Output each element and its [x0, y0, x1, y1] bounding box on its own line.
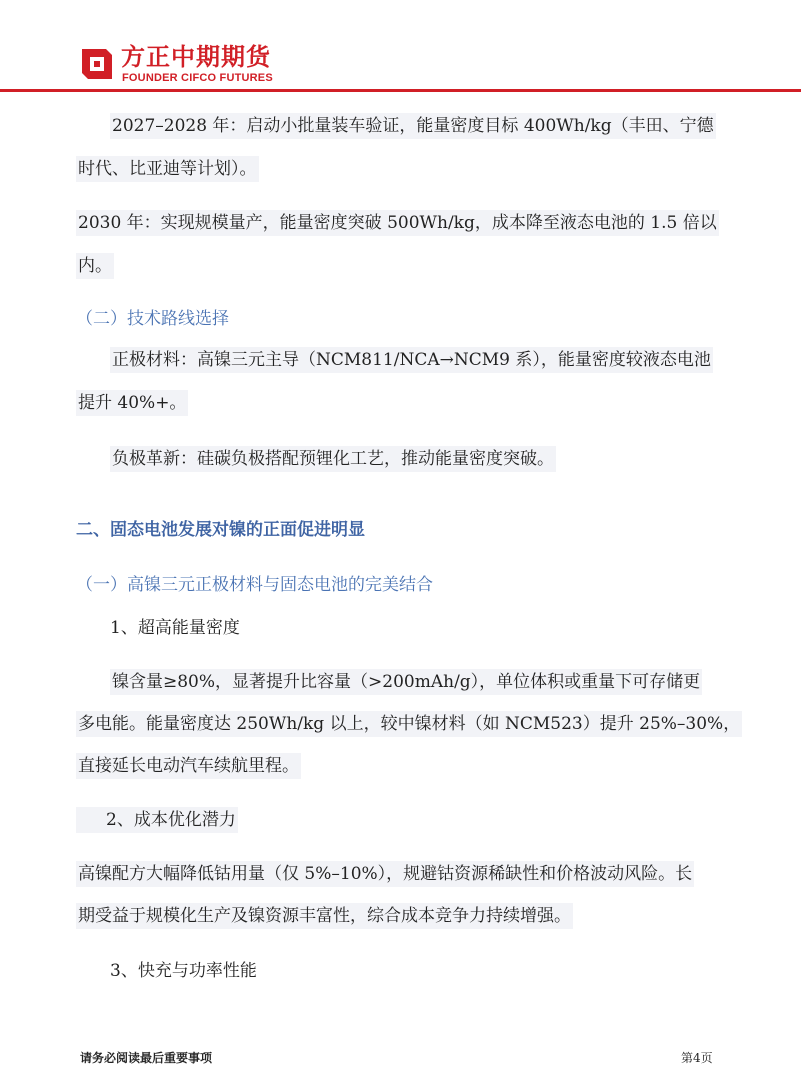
header-divider [0, 89, 801, 92]
paragraph-line: 直接延长电动汽车续航里程。 [76, 754, 301, 778]
founder-logo-icon [80, 47, 114, 81]
page-header [0, 0, 801, 96]
item-title: 2、成本优化潜力 [76, 808, 238, 832]
section-heading: （二）技术路线选择 [76, 309, 229, 329]
paragraph-line: 镍含量≥80%，显著提升比容量（>200mAh/g），单位体积或重量下可存储更 [110, 670, 702, 694]
paragraph-line: 多电能。能量密度达 250Wh/kg 以上，较中镍材料（如 NCM523）提升 25%–30%， [76, 712, 742, 736]
paragraph-line: 内。 [76, 254, 114, 278]
footer-notice: 请务必阅读最后重要事项 [80, 1051, 213, 1065]
paragraph-line: 期受益于规模化生产及镍资源丰富性，综合成本竞争力持续增强。 [76, 904, 573, 928]
paragraph-line: 高镍配方大幅降低钴用量（仅 5%–10%），规避钴资源稀缺性和价格波动风险。长 [76, 862, 694, 886]
section-heading: 二、固态电池发展对镍的正面促进明显 [76, 520, 365, 540]
subsection-heading: （一）高镍三元正极材料与固态电池的完美结合 [76, 575, 433, 595]
page-number: 第4页 [681, 1051, 713, 1065]
brand-name-en: FOUNDER CIFCO FUTURES [122, 72, 273, 84]
paragraph-line: 提升 40%+。 [76, 391, 188, 415]
item-title: 3、快充与功率性能 [110, 961, 257, 981]
paragraph-line: 2027–2028 年：启动小批量装车验证，能量密度目标 400Wh/kg（丰田、宁德 [110, 114, 716, 138]
item-title: 1、超高能量密度 [110, 618, 240, 638]
brand-name-cn: 方正中期期货 [121, 43, 271, 71]
paragraph-line: 负极革新：硅碳负极搭配预锂化工艺，推动能量密度突破。 [110, 447, 556, 471]
paragraph-line: 时代、比亚迪等计划）。 [76, 157, 259, 181]
paragraph-line: 2030 年：实现规模量产，能量密度突破 500Wh/kg，成本降至液态电池的 1.5 倍以 [76, 211, 719, 235]
paragraph-line: 正极材料：高镍三元主导（NCM811/NCA→NCM9 系），能量密度较液态电池 [110, 348, 713, 372]
